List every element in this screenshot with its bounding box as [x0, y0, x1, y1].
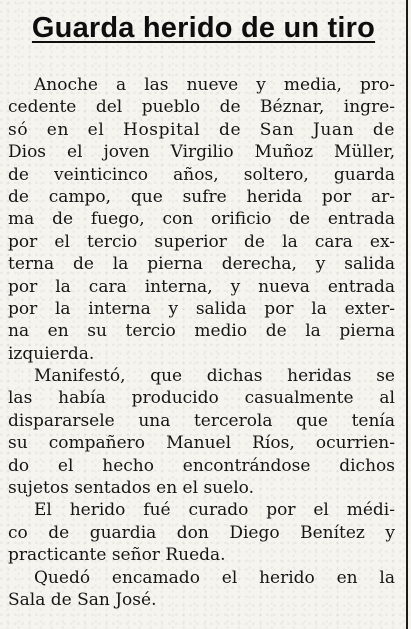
text-line: practicante señor Rueda.	[8, 545, 226, 566]
text-line: só en el Hospital de San Juan de	[8, 119, 395, 140]
text-line: dispararsele una tercerola que tenía	[8, 410, 395, 431]
article-body	[8, 74, 399, 611]
text-line: Quedó encamado el herido en la	[34, 567, 395, 588]
text-line: do el hecho encontrándose dichos	[8, 455, 395, 476]
text-line: por la cara interna, y nueva entrada	[8, 276, 395, 297]
text-line: Anoche a las nueve y media, pro-	[34, 75, 395, 95]
paragraph-2	[8, 365, 399, 499]
text-line: na en su tercio medio de la pierna	[8, 321, 395, 342]
text-line: terna de la pierna derecha, y salida	[8, 254, 395, 275]
text-line: de veinticinco años, soltero, guarda	[8, 164, 395, 185]
headline: Guarda herido de un tiro	[31, 12, 376, 44]
text-line: de campo, que sufre herida por ar-	[8, 186, 395, 207]
column-rule	[406, 0, 408, 629]
paragraph-1	[8, 74, 399, 365]
text-line: Manifestó, que dichas heridas se	[34, 366, 395, 387]
text-line: ma de fuego, con orificio de entrada	[8, 209, 395, 230]
text-line: sujetos sentados en el suelo.	[8, 478, 254, 499]
text-line: Dios el joven Virgilio Muñoz Müller,	[8, 142, 395, 163]
text-line: por el tercio superior de la cara ex-	[8, 231, 395, 252]
text-line: por la interna y salida por la exter-	[8, 298, 395, 319]
paragraph-4	[8, 567, 399, 612]
text-line: Sala de San José.	[8, 589, 157, 610]
text-line: su compañero Manuel Ríos, ocurrien-	[8, 433, 395, 454]
text-line: izquierda.	[8, 343, 95, 364]
text-line: co de guardia don Diego Benítez y	[8, 522, 395, 543]
text-line: cedente del pueblo de Béznar, ingre-	[8, 97, 395, 118]
paragraph-3	[8, 499, 399, 566]
text-line: El herido fué curado por el médi-	[34, 500, 395, 521]
text-line: las había producido casualmente al	[8, 388, 395, 409]
